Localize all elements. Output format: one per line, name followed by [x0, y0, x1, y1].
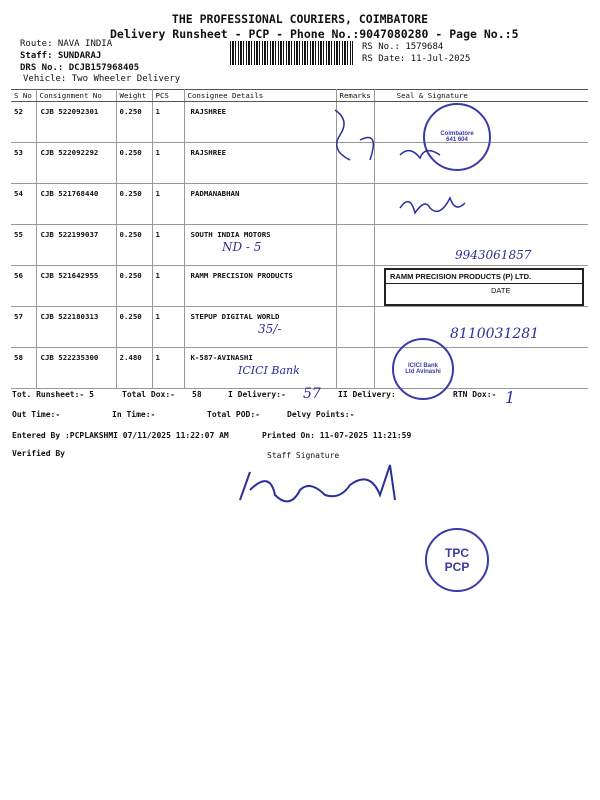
row-pcs: 1 — [152, 225, 184, 266]
row-pcs: 1 — [152, 266, 184, 307]
row-pcs: 1 — [152, 184, 184, 225]
handwriting-note: 35/- — [258, 322, 282, 336]
total-dox-value: 58 — [192, 390, 202, 399]
row-weight: 0.250 — [116, 225, 152, 266]
row-weight: 0.250 — [116, 184, 152, 225]
stamp-text: TPC — [445, 546, 469, 560]
row-consignee: K-587-AVINASHI — [184, 348, 336, 389]
col-weight: Weight — [116, 90, 152, 102]
barcode — [230, 41, 353, 65]
row-pcs: 1 — [152, 143, 184, 184]
row-pcs: 1 — [152, 307, 184, 348]
signature-scribble — [395, 188, 475, 223]
row-consignee: STEPUP DIGITAL WORLD — [184, 307, 336, 348]
stamp-text: Coimbatore 641 604 — [440, 131, 474, 143]
company-stamp — [384, 268, 584, 306]
row-sno: 58 — [11, 348, 36, 389]
row-consignment-no: CJB 522092292 — [36, 143, 116, 184]
col-pcs: PCS — [152, 90, 184, 102]
row-consignment-no: CJB 521642955 — [36, 266, 116, 307]
col-remarks: Remarks — [336, 90, 374, 102]
row-sno: 52 — [11, 102, 36, 143]
tpc-stamp — [425, 528, 489, 592]
handwriting-phone: 9943061857 — [455, 248, 532, 262]
row-sno: 56 — [11, 266, 36, 307]
row-pcs: 1 — [152, 348, 184, 389]
stamp-company-name: RAMM PRECISION PRODUCTS (P) LTD. — [386, 270, 582, 284]
ii-delivery: II Delivery: — [338, 390, 396, 399]
row-consignee: SOUTH INDIA MOTORS — [184, 225, 336, 266]
handwriting-count: 57 — [303, 386, 321, 402]
row-consignment-no: CJB 522092301 — [36, 102, 116, 143]
bank-stamp — [392, 338, 454, 400]
stamp-text: PCP — [444, 560, 470, 574]
delvy-points: Delvy Points:- — [287, 410, 355, 419]
runsheet-subtitle: Delivery Runsheet - PCP - Phone No.:9047080280 - Page No.:5 — [110, 27, 519, 41]
row-sno: 55 — [11, 225, 36, 266]
row-consignment-no: CJB 521768440 — [36, 184, 116, 225]
rs-date: RS Date: 11-Jul-2025 — [362, 54, 471, 64]
staff: Staff: SUNDARAJ — [20, 51, 102, 61]
drs-no: DRS No.: DCJB157968405 — [20, 63, 140, 73]
col-sno: S No — [11, 90, 36, 102]
row-sno: 54 — [11, 184, 36, 225]
row-consignment-no: CJB 522235300 — [36, 348, 116, 389]
staff-signature-scribble — [230, 460, 430, 520]
company-title: THE PROFESSIONAL COURIERS, COIMBATORE — [171, 12, 429, 26]
row-consignment-no: CJB 522180313 — [36, 307, 116, 348]
row-consignee: PADMANABHAN — [184, 184, 336, 225]
handwriting-note: ICICI Bank — [238, 364, 300, 377]
row-consignee: RAJSHREE — [184, 102, 336, 143]
row-weight: 0.250 — [116, 102, 152, 143]
rtn-dox: RTN Dox:- — [453, 390, 497, 399]
row-consignment-no: CJB 522199037 — [36, 225, 116, 266]
row-remarks — [336, 307, 374, 348]
row-consignee: RAJSHREE — [184, 143, 336, 184]
rs-no: RS No.: 1579684 — [362, 42, 444, 52]
in-time: In Time:- — [112, 410, 156, 419]
i-delivery: I Delivery:- — [228, 390, 286, 399]
row-pcs: 1 — [152, 102, 184, 143]
handwriting-note: ND - 5 — [222, 240, 262, 254]
printed-on: Printed On: 11-07-2025 11:21:59 — [262, 431, 412, 440]
entered-by: Entered By :PCPLAKSHMI 07/11/2025 11:22:07 AM — [12, 431, 229, 440]
receiver-signature-scribble — [330, 100, 600, 180]
total-dox-label: Total Dox:- — [122, 390, 175, 399]
vehicle: Vehicle: Two Wheeler Delivery — [23, 74, 181, 84]
total-pod: Total POD:- — [207, 410, 260, 419]
handwriting-count: 1 — [505, 388, 516, 407]
col-consignment: Consignment No — [36, 90, 116, 102]
row-remarks — [336, 348, 374, 389]
route: Route: NAVA INDIA — [20, 39, 113, 49]
handwriting-phone: 8110031281 — [450, 326, 540, 342]
stamp-date-label: DATE — [491, 286, 511, 295]
row-weight: 0.250 — [116, 143, 152, 184]
row-consignee: RAMM PRECISION PRODUCTS — [184, 266, 336, 307]
row-weight: 0.250 — [116, 307, 152, 348]
row-remarks — [336, 225, 374, 266]
row-weight: 0.250 — [116, 266, 152, 307]
row-sno: 57 — [11, 307, 36, 348]
row-sno: 53 — [11, 143, 36, 184]
col-seal: Seal & Signature — [374, 90, 588, 102]
row-remarks — [336, 184, 374, 225]
verified-by: Verified By — [12, 449, 65, 458]
out-time: Out Time:- — [12, 410, 61, 419]
tot-runsheet: Tot. Runsheet:- 5 — [12, 390, 94, 399]
stamp-text: ICICI Bank Ltd Avinashi — [405, 363, 441, 375]
col-consignee: Consignee Details — [184, 90, 336, 102]
table-row — [11, 184, 588, 225]
row-weight: 2.480 — [116, 348, 152, 389]
row-remarks — [336, 266, 374, 307]
staff-signature-label: Staff Signature — [267, 451, 340, 460]
